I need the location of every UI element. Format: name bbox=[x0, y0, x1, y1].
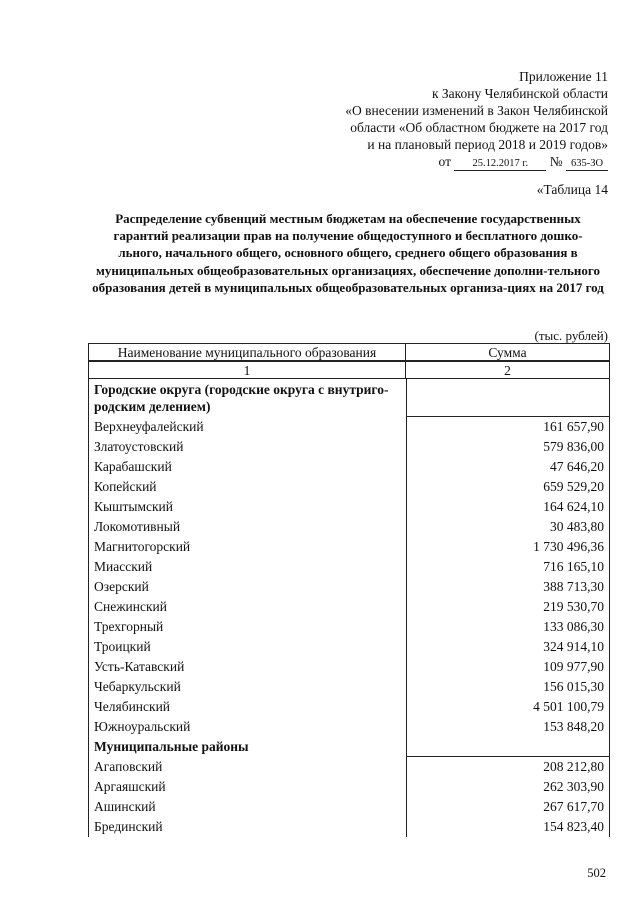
row-sum: 47 646,20 bbox=[406, 457, 610, 477]
table-row bbox=[88, 617, 610, 637]
law-title-line2: области «Об областном бюджете на 2017 год bbox=[350, 120, 608, 135]
section-sum-empty bbox=[406, 737, 610, 757]
table-row bbox=[88, 577, 610, 597]
row-sum: 579 836,00 bbox=[406, 437, 610, 457]
appendix-label: Приложение 11 bbox=[519, 69, 608, 84]
row-name: Усть-Катавский bbox=[88, 657, 406, 677]
column-header-name: Наименование муниципального образования bbox=[88, 343, 406, 361]
table-row bbox=[88, 437, 610, 457]
row-sum: 156 015,30 bbox=[406, 677, 610, 697]
date-prefix: от bbox=[438, 154, 451, 169]
row-name: Троицкий bbox=[88, 637, 406, 657]
table-header-row bbox=[88, 343, 610, 361]
section-header-city-districts bbox=[88, 379, 610, 417]
column-number-2: 2 bbox=[406, 361, 610, 379]
column-number-1: 1 bbox=[88, 361, 406, 379]
row-name: Агаповский bbox=[88, 757, 406, 777]
row-sum: 154 823,40 bbox=[406, 817, 610, 837]
document-title: Распределение субвенций местным бюджетам на обеспечение государственных гарантий реализации прав на получение общедоступного и бесплатного дошко-льного, начального общего, основного общего, среднего общего образования в муниципальных общеобразовательных организациях, обеспечение дополни-тельного образования детей в муниципальных общеобразовательных организа-циях на 2017 год bbox=[92, 211, 604, 295]
number-value: 635-ЗО bbox=[566, 158, 608, 171]
table-row bbox=[88, 517, 610, 537]
row-name: Верхнеуфалейский bbox=[88, 417, 406, 437]
section-header-municipal-districts bbox=[88, 737, 610, 757]
table-row bbox=[88, 417, 610, 437]
row-name: Южноуральский bbox=[88, 717, 406, 737]
row-sum: 133 086,30 bbox=[406, 617, 610, 637]
row-sum: 716 165,10 bbox=[406, 557, 610, 577]
row-sum: 324 914,10 bbox=[406, 637, 610, 657]
units-label: (тыс. рублей) bbox=[534, 328, 608, 343]
law-date-number bbox=[278, 153, 608, 171]
row-name: Ашинский bbox=[88, 797, 406, 817]
municipal-district-rows bbox=[88, 757, 610, 837]
row-sum: 262 303,90 bbox=[406, 777, 610, 797]
row-sum: 4 501 100,79 bbox=[406, 697, 610, 717]
city-district-rows bbox=[88, 417, 610, 737]
section-sum-empty bbox=[406, 379, 610, 417]
row-sum: 164 624,10 bbox=[406, 497, 610, 517]
table-row bbox=[88, 537, 610, 557]
row-sum: 388 713,30 bbox=[406, 577, 610, 597]
row-name: Озерский bbox=[88, 577, 406, 597]
table-row bbox=[88, 597, 610, 617]
row-name: Брединский bbox=[88, 817, 406, 837]
row-name: Снежинский bbox=[88, 597, 406, 617]
table-row bbox=[88, 557, 610, 577]
table-row bbox=[88, 477, 610, 497]
law-reference: к Закону Челябинской области bbox=[431, 86, 608, 101]
law-title-line3: и на плановый период 2018 и 2019 годов» bbox=[367, 137, 608, 152]
table-row bbox=[88, 777, 610, 797]
row-name: Чебаркульский bbox=[88, 677, 406, 697]
table-row bbox=[88, 457, 610, 477]
table-row bbox=[88, 757, 610, 777]
row-name: Копейский bbox=[88, 477, 406, 497]
row-name: Челябинский bbox=[88, 697, 406, 717]
table-column-numbers-row bbox=[88, 361, 610, 379]
table-row bbox=[88, 657, 610, 677]
table-row bbox=[88, 797, 610, 817]
table-row bbox=[88, 677, 610, 697]
row-sum: 153 848,20 bbox=[406, 717, 610, 737]
row-sum: 109 977,90 bbox=[406, 657, 610, 677]
page-number: 502 bbox=[587, 866, 606, 880]
row-name: Златоустовский bbox=[88, 437, 406, 457]
number-prefix: № bbox=[549, 154, 563, 169]
table-row bbox=[88, 697, 610, 717]
table-row bbox=[88, 637, 610, 657]
table-row bbox=[88, 817, 610, 837]
row-sum: 659 529,20 bbox=[406, 477, 610, 497]
table-label: «Таблица 14 bbox=[536, 182, 608, 197]
row-sum: 161 657,90 bbox=[406, 417, 610, 437]
date-value: 25.12.2017 г. bbox=[454, 158, 546, 171]
row-sum: 1 730 496,36 bbox=[406, 537, 610, 557]
section-title: Муниципальные районы bbox=[88, 737, 406, 757]
row-name: Карабашский bbox=[88, 457, 406, 477]
row-name: Трехгорный bbox=[88, 617, 406, 637]
row-name: Аргаяшский bbox=[88, 777, 406, 797]
law-title-line1: «О внесении изменений в Закон Челябинской bbox=[345, 103, 608, 118]
row-name: Миасский bbox=[88, 557, 406, 577]
row-name: Кыштымский bbox=[88, 497, 406, 517]
subvention-table bbox=[88, 343, 610, 837]
section-title: Городские округа (городские округа с внутриго-родским делением) bbox=[88, 379, 406, 417]
row-sum: 267 617,70 bbox=[406, 797, 610, 817]
document-header bbox=[278, 68, 608, 171]
column-header-sum: Сумма bbox=[406, 343, 610, 361]
table-row bbox=[88, 497, 610, 517]
row-sum: 219 530,70 bbox=[406, 597, 610, 617]
row-name: Локомотивный bbox=[88, 517, 406, 537]
table-row bbox=[88, 717, 610, 737]
row-sum: 208 212,80 bbox=[406, 757, 610, 777]
row-name: Магнитогорский bbox=[88, 537, 406, 557]
row-sum: 30 483,80 bbox=[406, 517, 610, 537]
